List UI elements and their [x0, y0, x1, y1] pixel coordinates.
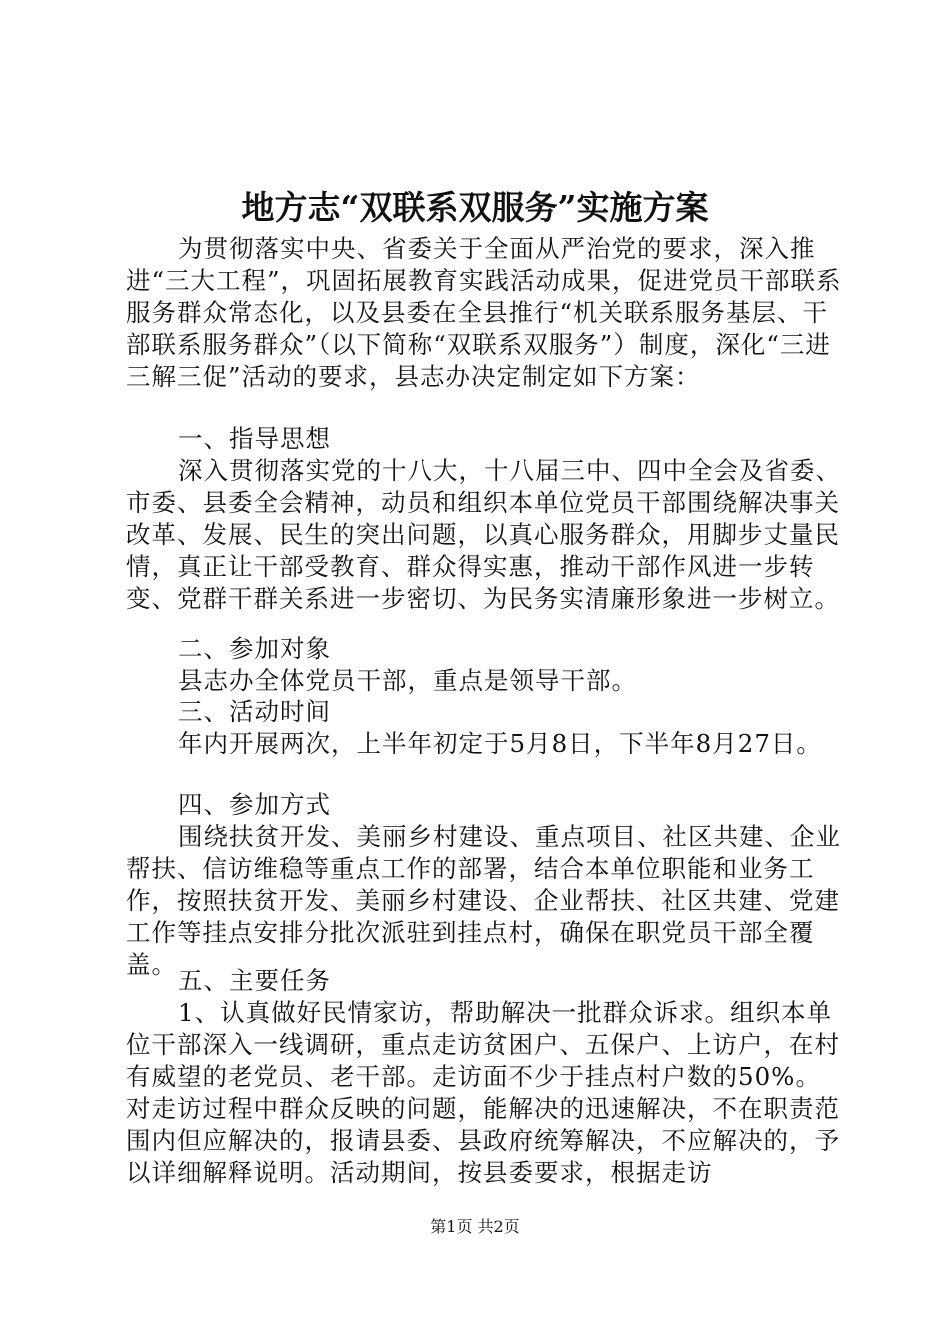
section-heading: 一、指导思想 — [178, 424, 331, 453]
section-3 — [126, 696, 846, 760]
section-heading: 四、参加方式 — [178, 790, 331, 819]
section-2 — [126, 633, 846, 697]
intro-paragraph: 为贯彻落实中央、省委关于全面从严治党的要求，深入推进“三大工程”，巩固拓展教育实践活动成果，促进党员干部联系服务群众常态化，以及县委在全县推行“机关联系服务基层、干部联系服务群众”（以下简称“双联系双服务”）制度，深化“三进三解三促”活动的要求，县志办决定制定如下方案： — [126, 234, 842, 391]
section-heading: 三、活动时间 — [178, 697, 331, 726]
section-text: 年内开展两次，上半年初定于5月8日，下半年8月27日。 — [178, 729, 822, 758]
section-heading: 五、主要任务 — [178, 966, 331, 995]
section-text: 1、认真做好民情家访，帮助解决一批群众诉求。组织本单位干部深入一线调研，重点走访贫困户、五保户、上访户，在村有威望的老党员、老干部。走访面不少于挂点村户数的50%。对走访过程中群众反映的问题，能解决的迅速解决，不在职责范围内但应解决的，报请县委、县政府统筹解决，不应解决的，予以详细解释说明。活动期间，按县委要求，根据走访 — [126, 998, 840, 1187]
page-number-footer: 第1页 共2页 — [430, 1217, 520, 1236]
document-body — [126, 233, 846, 393]
section-text: 围绕扶贫开发、美丽乡村建设、重点项目、社区共建、企业帮扶、信访维稳等重点工作的部署，结合本单位职能和业务工作，按照扶贫开发、美丽乡村建设、企业帮扶、社区共建、党建工作等挂点安排分批次派驻到挂点村，确保在职党员干部全覆盖。 — [126, 822, 841, 979]
section-1 — [126, 423, 846, 615]
section-5 — [126, 965, 846, 1189]
section-text: 县志办全体党员干部，重点是领导干部。 — [178, 666, 637, 695]
section-4 — [126, 789, 846, 981]
document-title: 地方志“双联系双服务”实施方案 — [241, 188, 709, 227]
section-heading: 二、参加对象 — [178, 634, 331, 663]
section-text: 深入贯彻落实党的十八大，十八届三中、四中全会及省委、市委、县委全会精神，动员和组织本单位党员干部围绕解决事关改革、发展、民生的突出问题，以真心服务群众，用脚步丈量民情，真正让干部受教育、群众得实惠，推动干部作风进一步转变、党群干群关系进一步密切、为民务实清廉形象进一步树立。 — [126, 456, 841, 613]
